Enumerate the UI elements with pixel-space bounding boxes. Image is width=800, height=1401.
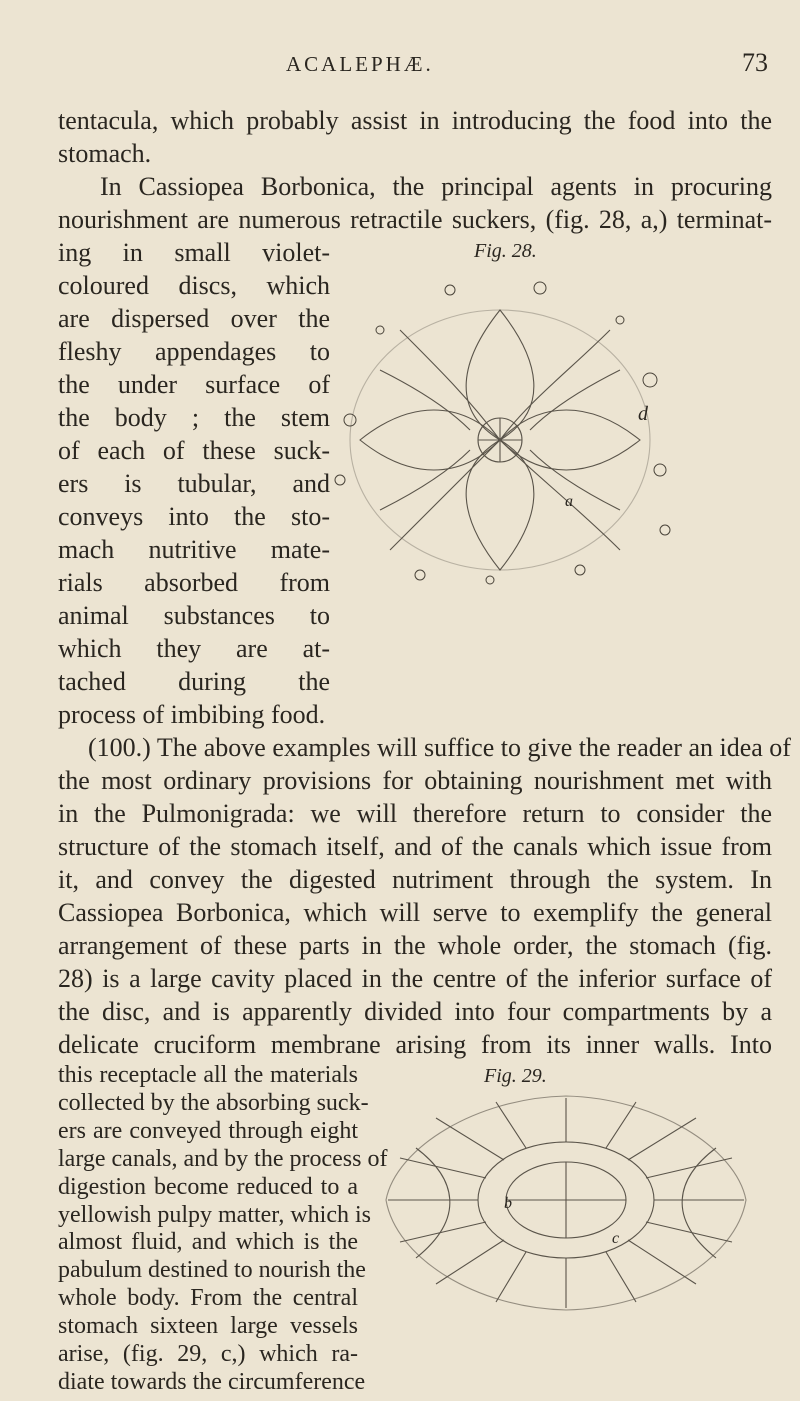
text-line: arrangement of these parts in the whole order, the stomach (fig. (58, 931, 772, 960)
fig29-caption: Fig. 29. (484, 1065, 547, 1087)
text-line: this receptacle all the materials (58, 1062, 358, 1088)
text-line: delicate cruciform membrane arising from its inner walls. Into (58, 1030, 772, 1059)
text-line: mach nutritive mate- (58, 535, 330, 564)
text-line: ers are conveyed through eight (58, 1118, 358, 1144)
fig29-illustration (376, 1088, 756, 1312)
fig28-label-a: a (565, 493, 573, 510)
text-line: ers is tubular, and (58, 469, 330, 498)
text-line: 28) is a large cavity placed in the centre of the inferior surface of (58, 964, 772, 993)
text-line: Cassiopea Borbonica, which will serve to exemplify the general (58, 898, 772, 927)
text-line: rials absorbed from (58, 568, 330, 597)
text-line: almost fluid, and which is the (58, 1229, 358, 1255)
text-line: stomach sixteen large vessels (58, 1313, 358, 1339)
fig28-caption: Fig. 28. (474, 240, 537, 262)
fig28-illustration (320, 270, 680, 600)
running-title: ACALEPHÆ. (286, 52, 434, 76)
fig29-label-b: b (504, 1195, 512, 1212)
text-line: (100.) The above examples will suffice to give the reader an idea of (88, 733, 791, 762)
text-line: ing in small violet- (58, 238, 330, 267)
text-line: digestion become reduced to a (58, 1174, 358, 1200)
text-line: the body ; the stem (58, 403, 330, 432)
fig28-label-d: d (638, 403, 648, 425)
page-number: 73 (742, 48, 768, 77)
text-line: arise, (fig. 29, c,) which ra- (58, 1341, 358, 1367)
text-line: conveys into the sto- (58, 502, 330, 531)
text-line: the disc, and is apparently divided into four compartments by a (58, 997, 772, 1026)
text-line: whole body. From the central (58, 1285, 358, 1311)
text-line: stomach. (58, 139, 152, 168)
text-line: of each of these suck- (58, 436, 330, 465)
text-line: yellowish pulpy matter, which is (58, 1202, 371, 1228)
text-line: coloured discs, which (58, 271, 330, 300)
text-line: pabulum destined to nourish the (58, 1257, 366, 1283)
text-line: tentacula, which probably assist in introducing the food into the (58, 106, 772, 135)
text-line: diate towards the circumference (58, 1369, 366, 1395)
text-line: collected by the absorbing suck- (58, 1090, 369, 1116)
fig29-label-c: c (612, 1230, 620, 1247)
running-header (0, 48, 800, 82)
text-line: structure of the stomach itself, and of the canals which issue from (58, 832, 772, 861)
text-line: process of imbibing food. (58, 700, 326, 729)
text-line: it, and convey the digested nutriment through the system. In (58, 865, 772, 894)
text-line: which they are at- (58, 634, 330, 663)
text-line: the most ordinary provisions for obtaining nourishment met with (58, 766, 772, 795)
text-line: In Cassiopea Borbonica, the principal agents in procuring (100, 172, 772, 201)
text-line: nourishment are numerous retractile suckers, (fig. 28, a,) terminat- (58, 205, 772, 234)
text-line: animal substances to (58, 601, 330, 630)
text-line: large canals, and by the process of (58, 1146, 388, 1172)
text-line: the under surface of (58, 370, 330, 399)
text-line: fleshy appendages to (58, 337, 330, 366)
text-line: in the Pulmonigrada: we will therefore return to consider the (58, 799, 772, 828)
text-line: tached during the (58, 667, 330, 696)
text-line: are dispersed over the (58, 304, 330, 333)
